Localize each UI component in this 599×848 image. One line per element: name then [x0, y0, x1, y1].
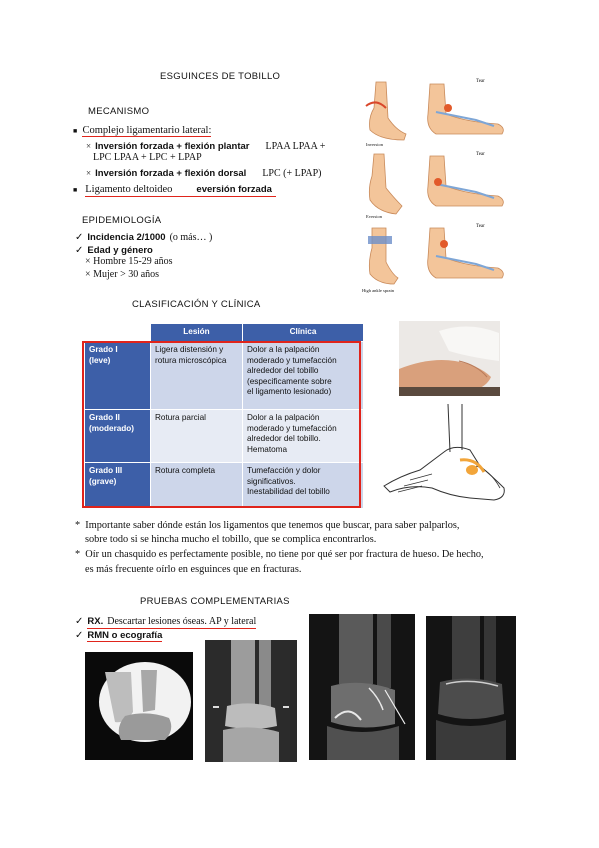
- table-header: Lesión: [151, 324, 243, 342]
- foot-skeleton-diagram: [380, 400, 520, 508]
- list-item: × Hombre 15-29 años: [85, 256, 173, 267]
- list-item: ✓ RX. Descartar lesiones óseas. AP y lateral: [75, 613, 256, 628]
- xray-lateral-image: [85, 652, 193, 760]
- swollen-ankle-photo: [399, 321, 500, 396]
- mri-axial-image: [426, 616, 516, 760]
- figure-label: Eversion: [366, 214, 382, 219]
- figure-label: Tear: [476, 152, 485, 157]
- list-item: × Inversión forzada + flexión plantar LPAA LPAA +: [86, 141, 326, 152]
- table-row: Grado III (grave) Rotura completa Tumefacción y dolor significativos. Inestabilidad del tobillo: [85, 463, 364, 509]
- note-1: * Importante saber dónde están los ligamentos que tenemos que buscar, para saber palparlos,: [75, 520, 460, 531]
- note-2-cont: es más frecuente oírlo en esguinces que en fracturas.: [85, 564, 302, 575]
- note-2: * Oír un chasquido es perfectamente posible, no tiene por qué ser por fractura de hueso. De hecho,: [75, 549, 484, 560]
- mri-coronal-image: [309, 614, 415, 760]
- list-item: ■ Ligamento deltoideo eversión forzada: [73, 181, 276, 197]
- list-item: ✓ RMN o ecografía: [75, 630, 163, 641]
- table-row: Grado II (moderado) Rotura parcial Dolor a la palpación moderado y tumefacción alrededor del tobillo. Hematoma: [85, 410, 364, 463]
- epidemiologia-heading: EPIDEMIOLOGÍA: [82, 215, 162, 226]
- figure-label: Tear: [476, 79, 485, 84]
- mecanismo-heading: MECANISMO: [88, 106, 150, 117]
- table-header: Clínica: [243, 324, 364, 342]
- figure-label: Tear: [476, 224, 485, 229]
- note-1-cont: sobre todo si se hincha mucho el tobillo, que se complica encontrarlos.: [85, 534, 377, 545]
- list-item-cont: LPC LPAA + LPC + LPAP: [93, 152, 202, 163]
- page-title: ESGUINCES DE TOBILLO: [160, 71, 281, 82]
- list-item: ■ Complejo ligamentario lateral:: [73, 125, 212, 136]
- clasificacion-heading: CLASIFICACIÓN Y CLÍNICA: [132, 299, 261, 310]
- sprain-illustrations: [356, 78, 518, 300]
- list-item: ✓ Edad y género: [75, 245, 153, 256]
- figure-label: Inversion: [366, 142, 383, 147]
- list-item: × Mujer > 30 años: [85, 269, 160, 280]
- list-item: ✓ Incidencia 2/1000 (o más… ): [75, 232, 213, 243]
- xray-ap-image: [205, 640, 297, 762]
- figure-label: High ankle sprain: [362, 288, 394, 293]
- table-row: Grado I (leve) Ligera distensión y rotura microscópica Dolor a la palpación moderado y tumefacción alrededor del tobillo (especificamente sobre el ligamento lesionado): [85, 342, 364, 410]
- pruebas-heading: PRUEBAS COMPLEMENTARIAS: [140, 596, 290, 607]
- table-highlight-frame: [82, 341, 361, 508]
- list-item: × Inversión forzada + flexión dorsal LPC (+ LPAP): [86, 168, 322, 179]
